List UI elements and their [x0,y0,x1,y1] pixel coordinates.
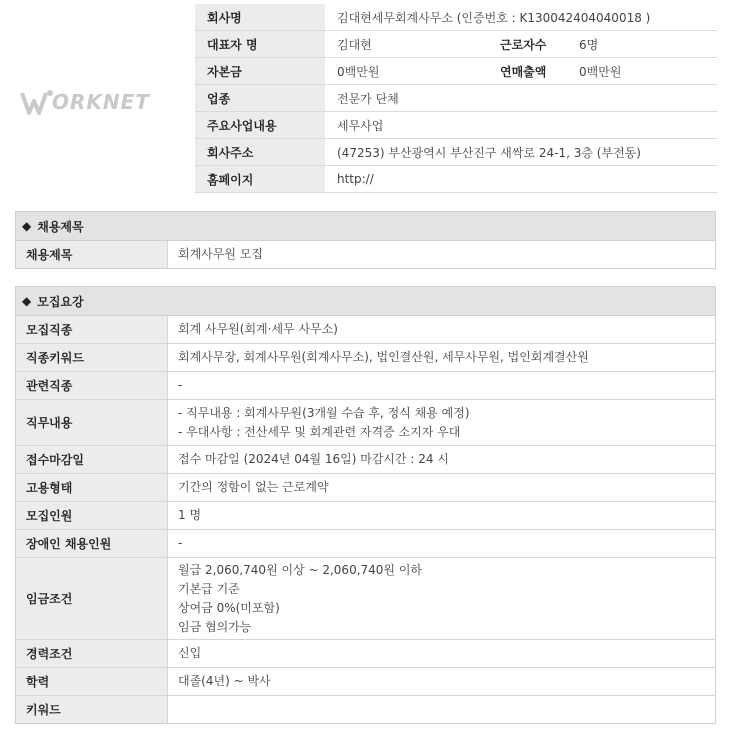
row-value-line: 기간의 정함이 없는 근로계약 [178,480,329,494]
row-value [168,558,715,639]
sales-label: 연매출액 [492,58,567,85]
row-value [168,640,715,667]
company-row-industry [195,85,717,112]
row-label: 모집직종 [16,316,168,343]
homepage-label: 홈페이지 [195,166,325,193]
industry-label: 업종 [195,85,325,112]
row-value-line: - 우대사항 : 전산세무 및 회계관련 자격증 소지자 우대 [178,424,461,439]
capital-label: 자본금 [195,58,325,85]
table-row [16,372,715,400]
row-label: 경력조건 [16,640,168,667]
row-value [168,344,715,371]
row-value-line: 임금 협의가능 [178,619,252,634]
company-row-ceo [195,31,717,58]
row-label: 모집인원 [16,502,168,529]
row-value-line: 신입 [178,646,202,660]
company-name-label: 회사명 [195,4,325,31]
employees-value: 6명 [567,31,717,58]
row-value [168,241,715,268]
row-label: 채용제목 [16,241,168,268]
homepage-link[interactable]: http:// [325,166,717,193]
row-value-line: - [178,536,183,550]
row-value-line: 대졸(4년) ~ 박사 [178,674,271,688]
row-label: 접수마감일 [16,446,168,473]
company-row-capital [195,58,717,85]
recruitment-section [15,286,716,724]
section-rows [16,316,715,723]
row-value-line: - 직무내용 : 회계사무원(3개월 수습 후, 정식 채용 예정) [178,405,470,420]
ceo-value: 김대현 [325,31,492,58]
sales-value: 0백만원 [567,58,717,85]
section-rows [16,241,715,268]
capital-value: 0백만원 [325,58,492,85]
table-row [16,400,715,446]
row-label: 직무내용 [16,400,168,445]
company-row-business [195,112,717,139]
row-value-line: 접수 마감일 (2024년 04월 16일) 마감시간 : 24 시 [178,452,449,466]
section-header-label: 모집요강 [37,294,84,309]
table-row [16,474,715,502]
section-header [16,212,715,241]
row-value [168,400,715,445]
row-value-line: - [178,378,183,392]
company-row-address [195,139,717,166]
row-value [168,696,715,723]
section-header-label: 채용제목 [37,219,84,234]
job-title-section [15,211,716,269]
business-label: 주요사업내용 [195,112,325,139]
row-label: 고용형태 [16,474,168,501]
company-info-table [195,4,717,193]
industry-value: 전문가 단체 [325,85,717,112]
company-row-homepage [195,166,717,193]
diamond-bullet-icon: ◆ [22,294,32,308]
ceo-label: 대표자 명 [195,31,325,58]
row-value [168,668,715,695]
row-value-line: 회계사무원 모집 [178,247,263,261]
worknet-w-icon [20,87,56,117]
row-value [168,372,715,399]
row-value-line: 월급 2,060,740원 이상 ~ 2,060,740원 이하 [178,562,423,577]
row-value-line: 상여금 0%(미포함) [178,600,280,615]
row-value-line: 회계사무장, 회계사무원(회계사무소), 법인결산원, 세무사무원, 법인회계결산원 [178,350,589,364]
worknet-logo-text: ORKNET [52,90,150,114]
row-label: 장애인 채용인원 [16,530,168,557]
table-row [16,316,715,344]
row-label: 학력 [16,668,168,695]
row-value [168,530,715,557]
diamond-bullet-icon: ◆ [22,219,32,233]
address-value: (47253) 부산광역시 부산진구 새싹로 24-1, 3층 (부전동) [325,139,717,166]
row-value-line: 기본급 기준 [178,581,240,596]
table-row [16,502,715,530]
table-row [16,446,715,474]
row-value [168,502,715,529]
row-value [168,474,715,501]
row-value-line: 1 명 [178,508,202,522]
table-row [16,668,715,696]
row-label: 임금조건 [16,558,168,639]
company-name-value: 김대현세무회계사무소 (인증번호 : K130042404040018 ) [325,4,717,31]
row-value [168,446,715,473]
row-label: 관련직종 [16,372,168,399]
table-row [16,344,715,372]
table-row [16,640,715,668]
table-row [16,530,715,558]
business-value: 세무사업 [325,112,717,139]
row-value-line: 회계 사무원(회계·세무 사무소) [178,322,338,336]
company-row-name [195,4,717,31]
row-label: 키워드 [16,696,168,723]
table-row [16,558,715,640]
row-value [168,316,715,343]
row-label: 직종키워드 [16,344,168,371]
address-label: 회사주소 [195,139,325,166]
table-row [16,696,715,723]
table-row [16,241,715,268]
section-header [16,287,715,316]
employees-label: 근로자수 [492,31,567,58]
worknet-logo [20,82,175,122]
